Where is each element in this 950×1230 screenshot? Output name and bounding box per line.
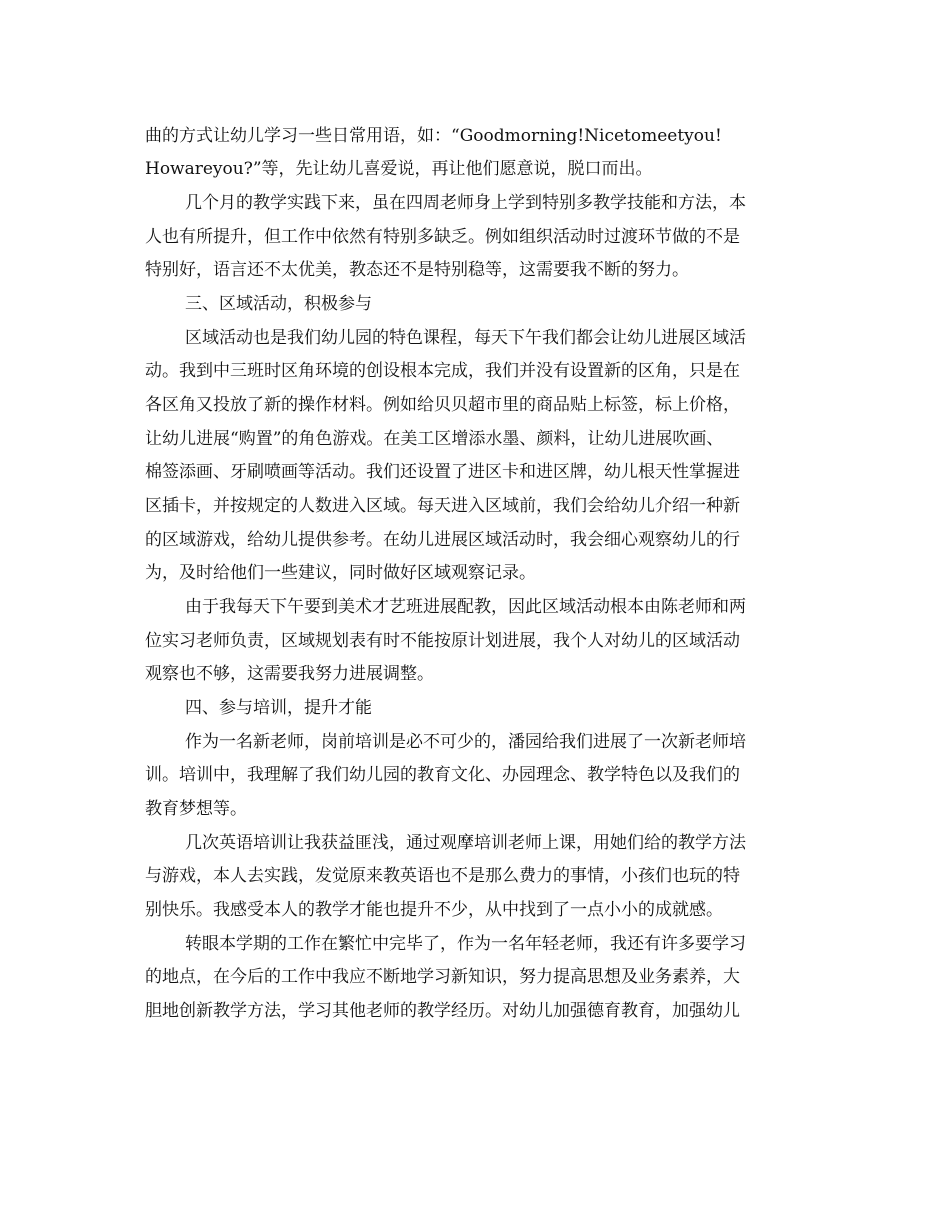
paragraph-line: 作为一名新老师，岗前培训是必不可少的，潘园给我们进展了一次新老师培 xyxy=(185,732,746,752)
paragraph-line: 由于我每天下午要到美术才艺班进展配教，因此区域活动根本由陈老师和两 xyxy=(185,597,746,617)
text-line: 训。培训中，我理解了我们幼儿园的教育文化、办园理念、教学特色以及我们的 xyxy=(145,765,740,785)
text-line: 与游戏，本人去实践，发觉原来教英语也不是那么费力的事情，小孩们也玩的特 xyxy=(145,866,740,886)
text-line: 的区域游戏，给幼儿提供参考。在幼儿进展区域活动时，我会细心观察幼儿的行 xyxy=(145,530,740,550)
text-line: Howareyou?”等，先让幼儿喜爱说，再让他们愿意说，脱口而出。 xyxy=(145,159,653,179)
text-line: 区插卡，并按规定的人数进入区域。每天进入区域前，我们会给幼儿介绍一种新 xyxy=(145,496,740,516)
text-line: 让幼儿进展“购置”的角色游戏。在美工区增添水墨、颜料，让幼儿进展吹画、 xyxy=(145,429,724,449)
paragraph-line: 区域活动也是我们幼儿园的特色课程，每天下午我们都会让幼儿进展区域活 xyxy=(185,328,746,348)
text-line: 别快乐。我感受本人的教学才能也提升不少，从中找到了一点小小的成就感。 xyxy=(145,900,723,920)
text-line: 棉签添画、牙刷喷画等活动。我们还设置了进区卡和进区牌，幼儿根天性掌握进 xyxy=(145,462,740,482)
text-line: 动。我到中三班时区角环境的创设根本完成，我们并没有设置新的区角，只是在 xyxy=(145,361,740,381)
text-line: 各区角又投放了新的操作材料。例如给贝贝超市里的商品贴上标签，标上价格， xyxy=(145,395,740,415)
text-line: 教育梦想等。 xyxy=(145,799,247,819)
text-line: 的地点，在今后的工作中我应不断地学习新知识，努力提高思想及业务素养，大 xyxy=(145,967,740,987)
text-line: 位实习老师负责，区域规划表有时不能按原计划进展，我个人对幼儿的区域活动 xyxy=(145,631,740,651)
section-heading: 三、区域活动，积极参与 xyxy=(185,294,372,314)
paragraph-line: 几次英语培训让我获益匪浅，通过观摩培训老师上课，用她们给的教学方法 xyxy=(185,833,746,853)
text-line: 观察也不够，这需要我努力进展调整。 xyxy=(145,664,434,684)
text-line: 为，及时给他们一些建议，同时做好区域观察记录。 xyxy=(145,563,536,583)
section-heading: 四、参与培训，提升才能 xyxy=(185,698,372,718)
paragraph-line: 几个月的教学实践下来，虽在四周老师身上学到特别多教学技能和方法，本 xyxy=(185,193,746,213)
text-line: 胆地创新教学方法，学习其他老师的教学经历。对幼儿加强德育教育，加强幼儿 xyxy=(145,1001,740,1021)
text-line: 特别好，语言还不太优美，教态还不是特别稳等，这需要我不断的努力。 xyxy=(145,260,689,280)
text-line: 曲的方式让幼儿学习一些日常用语，如：“Goodmorning!Nicetomeetyou! xyxy=(145,126,722,146)
paragraph-line: 转眼本学期的工作在繁忙中完毕了，作为一名年轻老师，我还有许多要学习 xyxy=(185,934,746,954)
text-line: 人也有所提升，但工作中依然有特别多缺乏。例如组织活动时过渡环节做的不是 xyxy=(145,227,740,247)
